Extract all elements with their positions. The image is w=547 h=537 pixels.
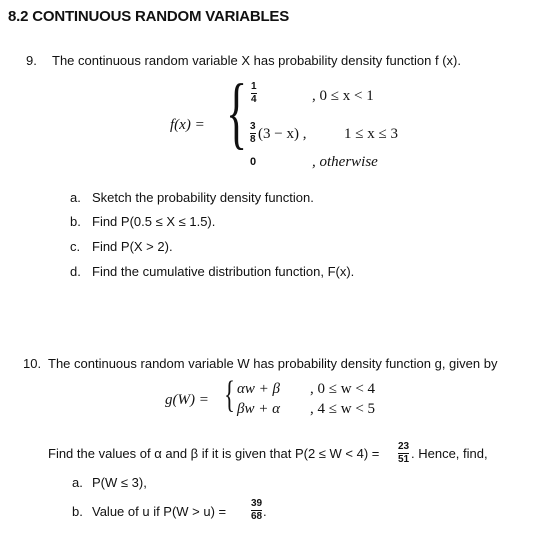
q9-part-c-label: c. xyxy=(70,239,81,254)
q10-part-a-text: P(W ≤ 3), xyxy=(92,475,147,490)
q9-case2-expression: (3 − x) , xyxy=(258,126,307,142)
q10-find-tail: . Hence, find, xyxy=(411,446,488,461)
section-title: 8.2 CONTINUOUS RANDOM VARIABLES xyxy=(8,8,290,25)
q9-part-a-label: a. xyxy=(70,190,81,205)
q9-case2-denominator: 8 xyxy=(250,134,256,145)
q9-part-a-text: Sketch the probability density function. xyxy=(92,190,314,205)
q9-part-d-text: Find the cumulative distribution function, F(x). xyxy=(92,264,355,279)
q10-number: 10. xyxy=(23,356,42,371)
q9-part-b-label: b. xyxy=(70,214,81,229)
q9-number: 9. xyxy=(26,53,37,68)
q10-find-fraction xyxy=(398,442,409,465)
q9-case2-condition: 1 ≤ x ≤ 3 xyxy=(344,126,398,142)
q9-case1-denominator: 4 xyxy=(251,94,257,105)
q10-stem: The continuous random variable W has probability density function g, given by xyxy=(48,356,498,371)
q10-function-lhs: g(W) = xyxy=(165,392,209,408)
q9-case1-fraction xyxy=(251,82,257,105)
q10-case2-expression: βw + α xyxy=(237,401,280,417)
q9-function-lhs: f(x) = xyxy=(170,117,205,133)
q10-part-b-text: Value of u if P(W > u) = xyxy=(92,504,227,519)
q10-case2-condition: , 4 ≤ w < 5 xyxy=(310,401,376,417)
q10-part-b-tail: . xyxy=(263,504,267,519)
q9-left-brace: { xyxy=(226,69,248,157)
q10-part-b-numerator: 39 xyxy=(251,498,263,509)
q10-part-b-label: b. xyxy=(72,504,83,519)
q10-left-brace: { xyxy=(224,374,235,416)
q10-part-b-fraction xyxy=(251,499,262,522)
q9-part-d-label: d. xyxy=(70,264,81,279)
q10-find-numerator: 23 xyxy=(398,441,410,452)
q10-case1-condition: , 0 ≤ w < 4 xyxy=(310,381,376,397)
q9-case1-condition: , 0 ≤ x < 1 xyxy=(312,88,374,104)
q9-case2-fraction xyxy=(250,122,256,145)
q9-part-c-text: Find P(X > 2). xyxy=(92,239,173,254)
q9-case3-value: 0 xyxy=(250,156,257,168)
q10-case1-expression: αw + β xyxy=(237,381,280,397)
q10-part-b-denominator: 68 xyxy=(251,511,263,522)
q10-part-a-label: a. xyxy=(72,475,83,490)
q10-find-denominator: 51 xyxy=(398,454,410,465)
q10-find-text: Find the values of α and β if it is given that P(2 ≤ W < 4) = xyxy=(48,446,380,461)
q9-case2-numerator: 3 xyxy=(250,121,256,132)
q9-case3-condition: , otherwise xyxy=(312,154,378,170)
q9-stem: The continuous random variable X has probability density function f (x). xyxy=(52,53,461,68)
q9-part-b-text: Find P(0.5 ≤ X ≤ 1.5). xyxy=(92,214,216,229)
q9-case1-numerator: 1 xyxy=(251,81,257,92)
